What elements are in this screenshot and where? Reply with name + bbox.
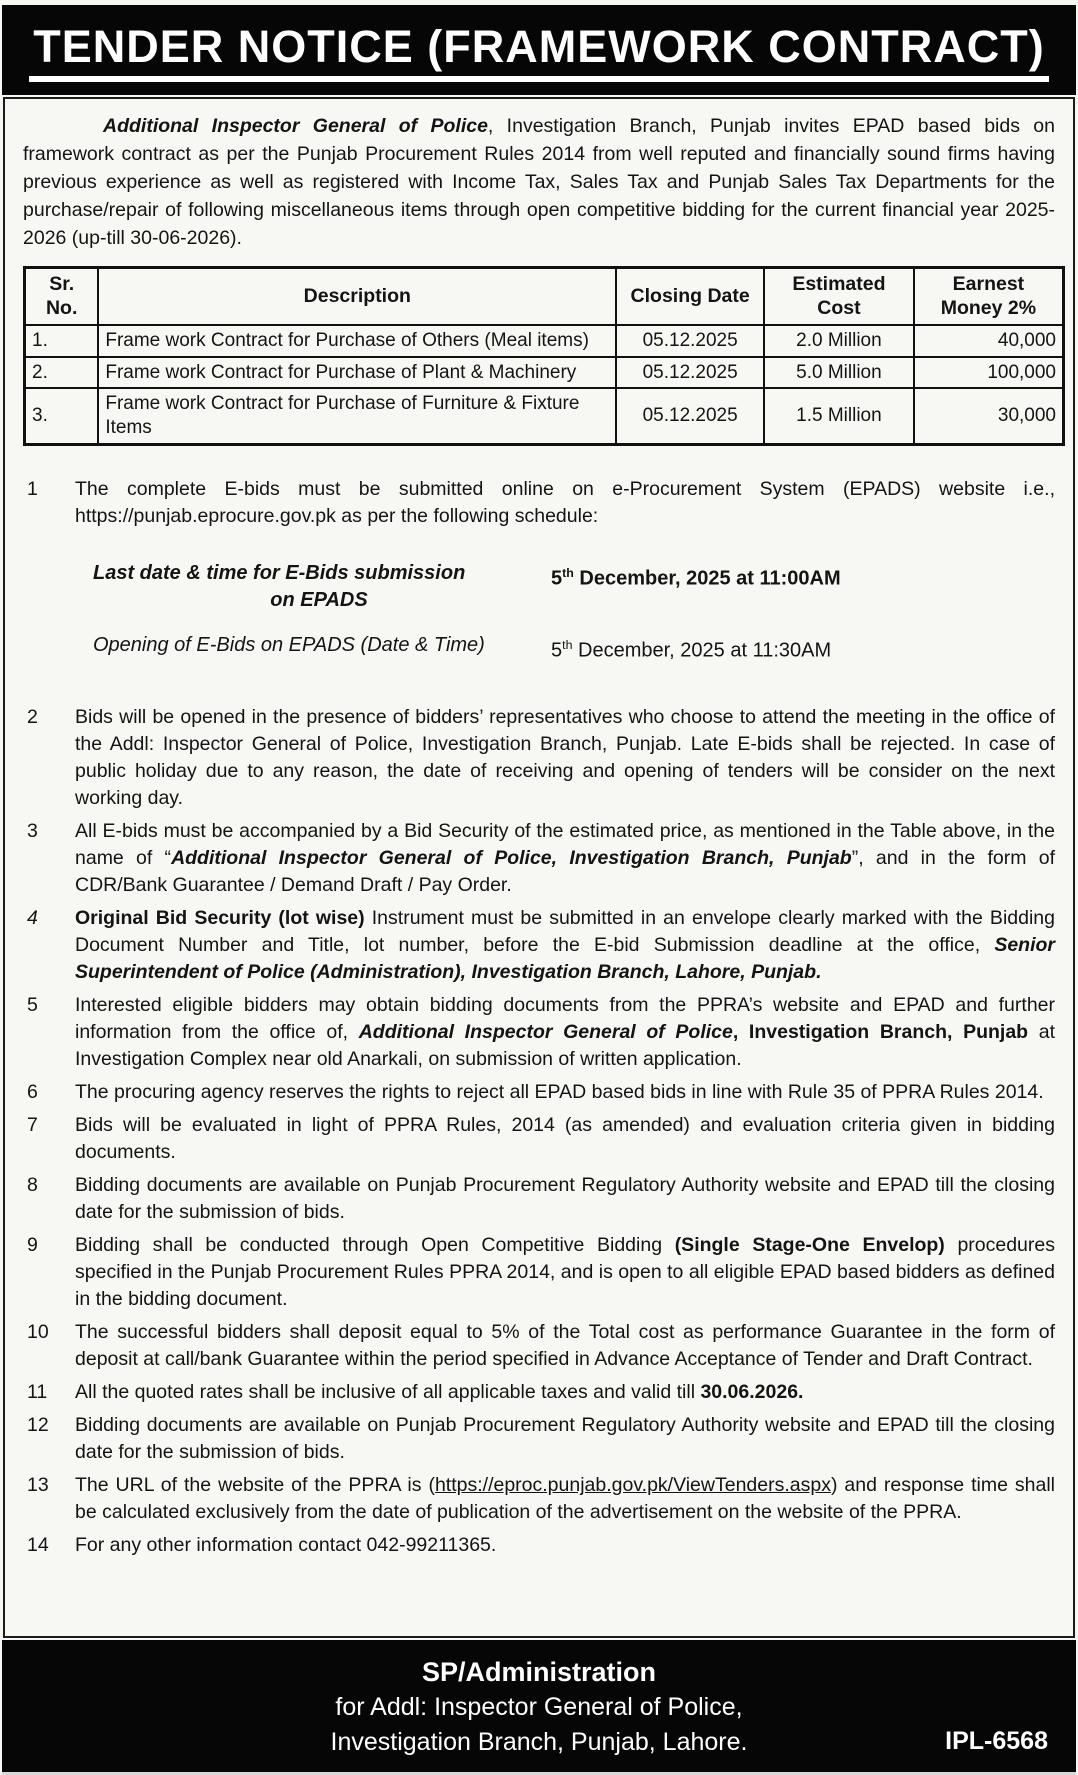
schedule-value-submission [551,560,1055,614]
item-text-segment: The successful bidders shall deposit equal to 5% of the Total cost as performance Guarantee in the form of deposit at call/bank Guarantee within the period specified in Advance Acceptance of Tender and Draft Contract. [75,1321,1055,1371]
item-text [75,1379,1055,1406]
item-text [75,1532,1055,1559]
table-row [25,388,1064,444]
schedule-label-submission [93,560,545,614]
schedule-date-day: 5 [551,567,563,590]
item-text [75,704,1055,812]
cell-estimated-cost: 2.0 Million [764,325,914,357]
item-text-segment: All the quoted rates shall be inclusive of all applicable taxes and valid till [75,1381,701,1404]
notice-item-6 [23,1079,1055,1106]
signature-title: SP/Administration [421,1657,657,1687]
item-number: 6 [27,1081,38,1104]
table-header-row [25,268,1064,325]
item-text-segment: 30.06.2026. [700,1381,804,1404]
item-text-segment: (Single Stage-One Envelop) [674,1234,945,1257]
item-number: 7 [27,1114,38,1137]
cell-closing-date: 05.12.2025 [616,357,764,389]
schedule-date-rest: December, 2025 at 11:00AM [573,567,841,590]
intro-lead: Additional Inspector General of Police [103,115,488,137]
schedule-date-ordinal: th [562,565,574,580]
page-title: TENDER NOTICE (FRAMEWORK CONTRACT) [29,18,1048,82]
item-text-segment: Bids will be evaluated in light of PPRA Rules, 2014 (as amended) and evaluation criteria given in bidding documents. [75,1114,1055,1164]
item-text-segment: Additional Inspector General of Police, Investigation Branch, Punjab [171,847,852,870]
ebids-schedule [93,560,1055,665]
notice-item-11 [23,1379,1055,1406]
notice-item-3 [23,818,1055,899]
intro-paragraph [23,112,1055,252]
item-text-segment: The complete E-bids must be submitted online on e-Procurement System (EPADS) website i.e., [75,477,1055,500]
item-text-segment: Interested eligible bidders may obtain bidding documents from the PPRA’s website and EPAD and further information from the office of, [75,994,1055,1044]
item-text-segment: Bidding documents are available on Punjab Procurement Regulatory Authority website and EPAD till the closing date for the submission of bids. [75,1414,1055,1464]
col-header-earnest-money: Earnest Money 2% [914,268,1064,325]
item-number: 13 [27,1474,49,1497]
item-text-segment: Bidding documents are available on Punjab Procurement Regulatory Authority website and EPAD till the closing date for the submission of bids. [75,1174,1055,1224]
ppra-tenders-url[interactable]: https://eproc.punjab.gov.pk/ViewTenders.aspx [434,1474,831,1497]
item-text [75,1472,1055,1526]
ipl-code: IPL-6568 [945,1727,1048,1755]
item-text [75,1172,1055,1226]
cell-estimated-cost: 1.5 Million [764,388,914,444]
item-text-segment: ) and response time shall be calculated exclusively from the date of publication of the advertisement on the website of the PPRA. [75,1474,1055,1524]
item-text-segment: as per the following schedule: [335,504,599,527]
item-number: 8 [27,1174,38,1197]
item-text-segment: Additional Inspector General of Police [358,1021,733,1044]
notice-body [3,97,1075,1638]
col-header-closing-date: Closing Date [616,268,764,325]
item-text-segment: All E-bids must be accompanied by a Bid Security of the estimated price, as mentioned in the Table above, in the name of “ [75,820,1055,870]
item-text [75,1319,1055,1373]
notice-item-4 [23,905,1055,986]
col-header-description: Description [98,268,616,325]
schedule-label-line: Opening of E-Bids on EPADS (Date & Time) [93,633,485,656]
header-banner [2,5,1076,95]
item-number: 3 [27,820,38,843]
item-number: 14 [27,1534,49,1557]
item-text-segment: Instrument must be submitted in an envelope clearly marked with the Bidding Document Number and Title, lot number, before the E-bid Submission deadline at the office, [75,907,1055,957]
notice-item-8 [23,1172,1055,1226]
item-number: 11 [27,1381,48,1404]
cell-sr-no: 1. [25,325,99,357]
item-text-segment: ”, and in the form of CDR/Bank Guarantee / Demand Draft / Pay Order. [75,847,1055,897]
schedule-label-opening [93,632,545,665]
item-text [75,476,1055,530]
notice-item-7 [23,1112,1055,1166]
item-text-segment: Senior Superintendent of Police (Administration), Investigation Branch, Lahore, Punjab. [75,934,1055,984]
item-text-segment: Bidding shall be conducted through Open Competitive Bidding [75,1234,675,1257]
notice-item-13 [23,1472,1055,1526]
table-row [25,325,1064,357]
item-text [75,818,1055,899]
notice-item-14 [23,1532,1055,1559]
schedule-label-line: on EPADS [270,588,368,611]
cell-earnest-money: 30,000 [914,388,1064,444]
notice-item-5 [23,992,1055,1073]
item-number: 9 [27,1234,38,1257]
item-number: 2 [27,706,38,729]
item-text [75,1232,1055,1313]
cell-earnest-money: 40,000 [914,325,1064,357]
schedule-date-day: 5 [551,639,563,662]
item-number: 1 [27,477,38,500]
notice-item-2 [23,704,1055,812]
epads-url: https://punjab.eprocure.gov.pk [75,504,336,527]
notice-item-1 [23,476,1055,699]
cell-description: Frame work Contract for Purchase of Furniture & Fixture Items [98,388,616,444]
signature-line: Investigation Branch, Punjab, Lahore. [330,1728,748,1756]
item-text [75,1079,1055,1106]
item-number: 5 [27,994,38,1017]
cell-earnest-money: 100,000 [914,357,1064,389]
item-text-segment: Bids will be opened in the presence of bidders’ representatives who choose to attend the meeting in the office of the Addl: Inspector General of Police, Investigation Branch, Punjab. Late E-bids shall be rejected. In case of public holiday due to any reason, the date of receiving and opening of tenders will be consider on the next working day. [75,706,1055,810]
tender-items-table [23,266,1065,446]
notice-item-12 [23,1412,1055,1466]
item-number: 10 [27,1321,49,1344]
footer-banner [2,1640,1076,1775]
item-number: 4 [27,907,38,930]
cell-closing-date: 05.12.2025 [616,388,764,444]
schedule-date-ordinal: th [562,637,573,652]
item-text [75,992,1055,1073]
notice-item-9 [23,1232,1055,1313]
intro-text: , Investigation Branch, Punjab invites EPAD based bids on framework contract as per the Punjab Procurement Rules 2014 from well reputed and financially sound firms having previous experience as well as registered with Income Tax, Sales Tax and Punjab Sales Tax Departments for the purchase/repair of following miscellaneous items through open competitive bidding for the current financial year 2025-2026 (up-till 30-06-2026). [23,115,1055,249]
item-number: 12 [27,1414,49,1437]
schedule-date-rest: December, 2025 at 11:30AM [572,639,832,662]
cell-estimated-cost: 5.0 Million [764,357,914,389]
cell-description: Frame work Contract for Purchase of Others (Meal items) [98,325,616,357]
conditions-list [23,476,1055,1560]
signature-line: for Addl: Inspector General of Police, [335,1693,743,1721]
item-text-segment: procedures specified in the Punjab Procurement Rules PPRA 2014, and is open to all eligible EPAD based bidders as defined in the bidding document. [75,1234,1055,1311]
cell-sr-no: 3. [25,388,99,444]
item-text [75,1112,1055,1166]
item-text [75,1412,1055,1466]
item-text-segment: The URL of the website of the PPRA is ( [75,1474,435,1497]
item-text-segment: Original Bid Security (lot wise) [75,907,365,930]
notice-item-10 [23,1319,1055,1373]
schedule-value-opening [551,632,1055,665]
item-text-segment: at Investigation Complex near old Anarkali, on submission of written application. [75,1021,1055,1071]
table-row [25,357,1064,389]
schedule-label-line: Last date & time for E-Bids submission [93,561,466,584]
col-header-sr-no: Sr. No. [25,268,99,325]
col-header-estimated-cost: Estimated Cost [764,268,914,325]
item-text-segment: For any other information contact 042-99211365. [75,1534,497,1557]
cell-sr-no: 2. [25,357,99,389]
item-text-segment: , Investigation Branch, Punjab [732,1021,1029,1044]
cell-closing-date: 05.12.2025 [616,325,764,357]
item-text [75,905,1055,986]
cell-description: Frame work Contract for Purchase of Plant & Machinery [98,357,616,389]
item-text-segment: The procuring agency reserves the rights to reject all EPAD based bids in line with Rule 35 of PPRA Rules 2014. [75,1081,1044,1104]
